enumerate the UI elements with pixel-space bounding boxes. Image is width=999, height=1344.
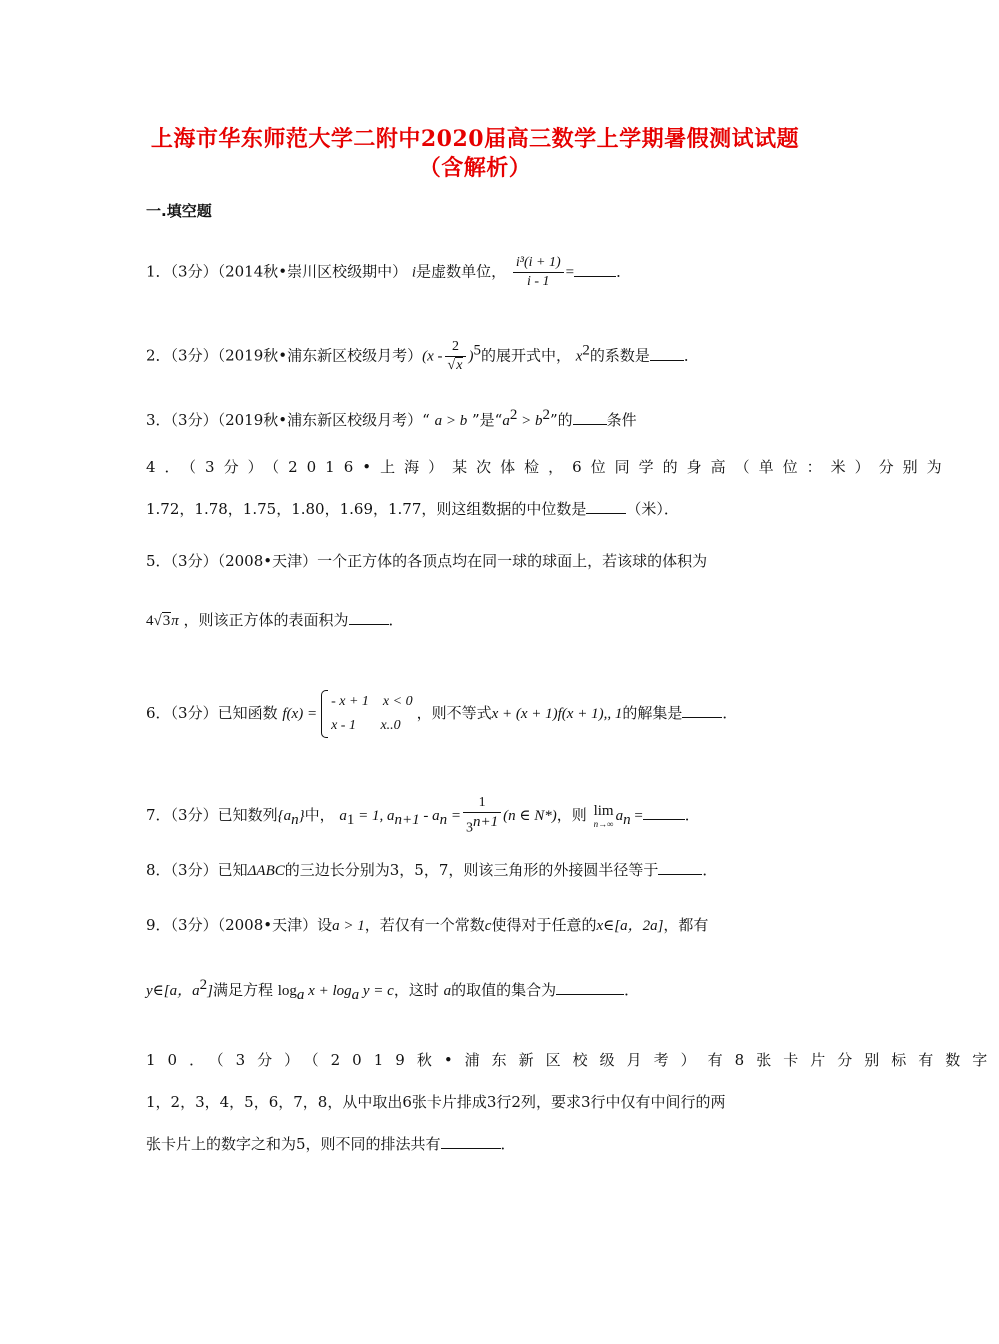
- question-source: （2019秋•浦东新区校级月考）: [217, 411, 423, 429]
- question-9-line2: y∈[a，$a^2$]满足方程 $\log_a x + \log_a y = c$，这时 a的取值的集合为 ．: [146, 977, 640, 1003]
- question-text: 的三边长分别为3，5，7，则该三角形的外接圆半径等于: [284, 861, 659, 879]
- math-fraction: $\frac{2}{√x}$: [445, 338, 467, 375]
- question-text: 设: [317, 916, 333, 934]
- question-number: 8．: [146, 861, 171, 879]
- question-number: 3．: [146, 411, 171, 429]
- page-subtitle: （含解析）: [418, 155, 532, 181]
- question-2: 2．（3分）（2019秋•浦东新区校级月考）(x - $\frac{2}{√x}$ )$^5$的展开式中， $x^2$的系数是 ．: [146, 339, 699, 373]
- question-score: （3分）: [170, 805, 218, 824]
- math-expr: (x -: [422, 348, 443, 365]
- question-number: 5．: [146, 552, 171, 570]
- question-number: 6．: [146, 704, 171, 722]
- question-score: （3分）: [170, 704, 218, 722]
- question-number: 4．: [146, 458, 189, 476]
- math-expr: f(x) =: [282, 706, 318, 722]
- question-text: 已知数列: [217, 805, 278, 824]
- answer-blank[interactable]: [441, 1134, 501, 1149]
- answer-blank[interactable]: [658, 860, 702, 875]
- question-4-line2: 1.72，1.78，1.75，1.80，1.69，1.77，则这组数据的中位数是 （米）．: [146, 500, 679, 518]
- math-fraction: $\frac{1}{3^{n+1}}$: [463, 794, 501, 838]
- question-text: 的取值的集合为: [451, 981, 557, 999]
- math-expr: x + (x + 1)f(x + 1),, 1: [491, 706, 623, 722]
- answer-blank[interactable]: [556, 980, 624, 995]
- question-score: （3分）: [170, 346, 218, 365]
- question-6: 6．（3分）已知函数 f(x) = - x + 1 x < 0 x - 1 x..0 ，则不等式x + (x + 1)f(x + 1),, 1的解集是 ．: [146, 690, 737, 738]
- question-text: 1，2，3，4，5，6，7，8，从中取出6张卡片排成3行2列，要求3行中仅有中间行的两: [146, 1093, 726, 1111]
- question-text: 一个正方体的各顶点均在同一球的球面上，若该球的体积为: [317, 552, 708, 570]
- question-text: ，都有: [663, 916, 709, 934]
- question-score: （3分）: [170, 861, 218, 879]
- question-source: （2016•上海）: [271, 458, 453, 476]
- question-10-line3: 张卡片上的数字之和为5，则不同的排法共有 ．: [146, 1135, 516, 1153]
- question-5-line2: 4√3π ，则该正方体的表面积为 ．: [146, 611, 404, 629]
- question-number: 7．: [146, 805, 171, 824]
- answer-blank[interactable]: [682, 703, 722, 718]
- section-heading: 一.填空题: [146, 202, 212, 220]
- answer-blank[interactable]: [643, 805, 685, 820]
- question-text: ，这时: [393, 981, 439, 999]
- question-text: 某次体检，6位同学的身高（单位：米）分别为: [452, 458, 951, 476]
- question-text: 满足方程: [212, 981, 273, 999]
- question-text: 的解集是: [622, 704, 683, 722]
- question-source: （2008•天津）: [217, 552, 318, 570]
- question-text: 已知函数: [217, 704, 278, 722]
- answer-blank[interactable]: [349, 610, 389, 625]
- question-number: 1．: [146, 262, 171, 281]
- answer-blank[interactable]: [586, 499, 626, 514]
- question-text: 中，: [304, 805, 335, 824]
- page-title: 上海市华东师范大学二附中2020届高三数学上学期暑假测试试题: [150, 126, 800, 152]
- math-expr: a > b: [434, 413, 468, 429]
- answer-blank[interactable]: [650, 346, 684, 361]
- math-expr: ΔABC: [247, 863, 285, 879]
- question-8: 8．（3分）已知ΔABC的三边长分别为3，5，7，则该三角形的外接圆半径等于 ．: [146, 861, 718, 879]
- question-3: 3．（3分）（2019秋•浦东新区校级月考）“ a > b ”是“$a^2 > b^2$”的 条件: [146, 407, 637, 429]
- question-number: 2．: [146, 346, 171, 365]
- question-score: （3分）: [170, 916, 218, 934]
- question-score: （3分）: [216, 1051, 312, 1069]
- question-text: ，则该正方体的表面积为: [183, 611, 349, 629]
- question-source: （2008•天津）: [217, 916, 318, 934]
- question-score: （3分）: [170, 552, 218, 570]
- question-source: （2014秋•崇川区校级期中）: [217, 262, 408, 281]
- question-10-line2: [146, 1092, 726, 1112]
- question-4: [146, 457, 951, 477]
- question-score: （3分）: [188, 458, 272, 476]
- question-text: ，则: [556, 805, 587, 824]
- question-number: 9．: [146, 916, 171, 934]
- question-10: [146, 1050, 999, 1070]
- math-limit: lim n→∞: [593, 802, 614, 829]
- answer-blank[interactable]: [573, 410, 607, 425]
- piecewise-function: - x + 1 x < 0 x - 1 x..0: [321, 690, 413, 738]
- question-text: 已知: [217, 861, 248, 879]
- question-text: 使得对于任意的: [491, 916, 597, 934]
- question-source: （2019秋•浦东新区校级月考）: [311, 1051, 708, 1069]
- math-var: i: [411, 264, 417, 281]
- question-text: 1.72，1.78，1.75，1.80，1.69，1.77，则这组数据的中位数是: [146, 500, 587, 518]
- question-text: ，则不等式: [416, 704, 492, 722]
- question-7: 7．（3分）已知数列$\{a_n\}$中， $a_1 = 1$, $a_{n+1} - a_n$ = $\frac{1}{3^{n+1}}$ (n ∈ N*)，则 lim n→∞ $a_n$ = ．: [146, 795, 700, 836]
- question-text: 的展开式中，: [480, 346, 571, 365]
- question-score: （3分）: [170, 411, 218, 429]
- question-score: （3分）: [170, 262, 218, 281]
- question-9: 9．（3分）（2008•天津）设a > 1，若仅有一个常数c使得对于任意的x∈[a，2a]，都有: [146, 916, 709, 934]
- question-number: 10．: [146, 1051, 217, 1069]
- question-text: ，若仅有一个常数: [364, 916, 485, 934]
- question-5: [146, 551, 707, 571]
- question-text: 有8张卡片分别标有数字: [707, 1051, 999, 1069]
- question-source: （2019秋•浦东新区校级月考）: [217, 346, 423, 365]
- math-fraction: $\frac{\text{i³(i + 1)}}{i - 1}$: [513, 254, 564, 291]
- question-text: 是虚数单位，: [416, 262, 507, 281]
- question-text: 的系数是: [589, 346, 650, 365]
- answer-blank[interactable]: [574, 262, 616, 277]
- question-text: 张卡片上的数字之和为5，则不同的排法共有: [146, 1135, 441, 1153]
- question-1: 1．（3分）（2014秋•崇川区校级期中） i是虚数单位， $\frac{\text{i³(i + 1)}}{i - 1}$ = ．: [146, 255, 632, 289]
